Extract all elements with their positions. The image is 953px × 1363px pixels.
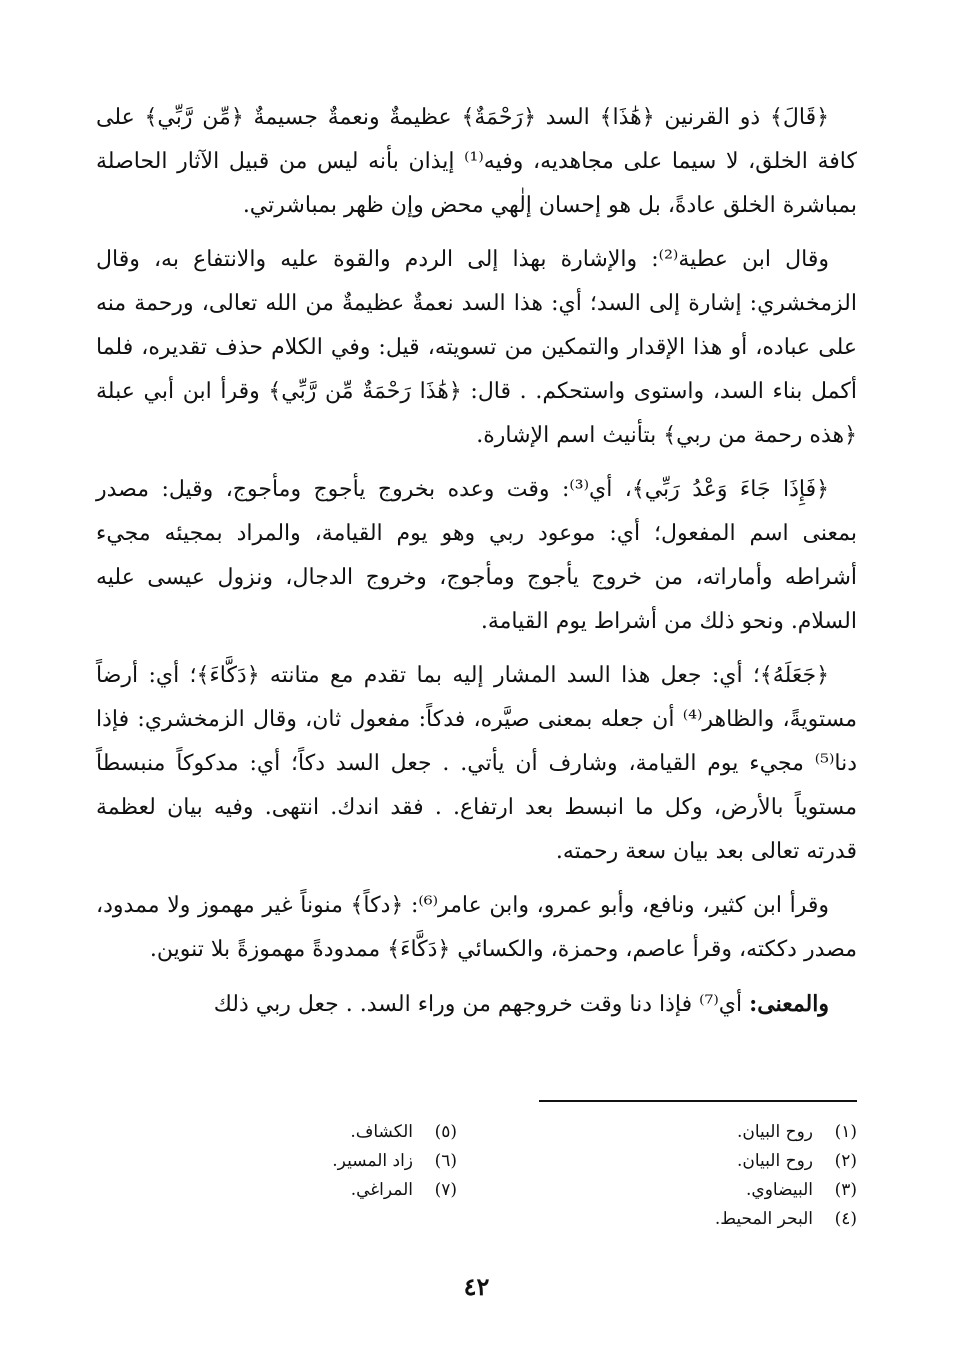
footnote-number: (٣) [834, 1180, 857, 1200]
paragraph [96, 884, 857, 972]
footnote-number: (٢) [834, 1151, 857, 1171]
footnote-text: البيضاوي. [745, 1180, 813, 1200]
footnote-separator [539, 1100, 857, 1102]
paragraph-text: ﴿فَإِذَا جَاءَ وَعْدُ رَبِّي﴾، أي⁽³⁾: وقت وعده بخروج يأجوج ومأجوج، وقيل: مصدر بمعنى اسم المفعول؛ أي: موعود ربي وهو يوم القيامة، والمراد بمجيئه مجيء أشراطه وأماراته، من خروج يأجوج ومأجوج، وخروج الدجال، ونزول عيسى عليه السلام. ونحو ذلك من أشراط يوم القيامة. [96, 477, 857, 634]
footnotes-column-right [537, 1118, 857, 1234]
paragraph-text: وقال ابن عطية⁽²⁾: والإشارة بهذا إلى الردم والقوة عليه والانتفاع به، وقال الزمخشري: إشارة إلى السد؛ أي: هذا السد نعمةٌ عظيمةٌ من الله تعالى، ورحمة منه على عباده، أو هذا الإقدار والتمكين من تسويته، قيل: وفي الكلام حذف تقديره، فلما أكمل بناء السد، واستوى واستحكم. . قال: ﴿هَٰذَا رَحْمَةٌ مِّن رَّبِّي﴾ وقرأ ابن أبي عبلة ﴿هذه رحمة من ربي﴾ بتأنيث اسم الإشارة. [96, 247, 857, 448]
footnote-text: روح البيان. [736, 1122, 813, 1142]
paragraph-text: ﴿قَالَ﴾ ذو القرنين ﴿هَٰذَا﴾ السد ﴿رَحْمَةٌ﴾ عظيمةٌ ونعمةٌ جسيمةٌ ﴿مِّن رَّبِّي﴾ على كافة الخلق، لا سيما على مجاهديه، وفيه⁽¹⁾ إيذان بأنه ليس من قبيل الآثار الحاصلة بمباشرة الخلق عادةً، بل هو إحسان إلٰهي محض وإن ظهر بمباشرتي. [96, 105, 857, 218]
footnote [537, 1147, 857, 1176]
page-number: ٤٢ [463, 1272, 490, 1301]
paragraph [96, 468, 857, 644]
footnote [537, 1118, 857, 1147]
footnote-number: (٥) [434, 1122, 457, 1142]
footnote [537, 1205, 857, 1234]
footnote-text: زاد المسير. [332, 1151, 413, 1171]
paragraph-text: وقرأ ابن كثير، ونافع، وأبو عمرو، وابن عامر⁽⁶⁾: ﴿دكاً﴾ منوناً غير مهموز ولا ممدود، مصدر دككته، وقرأ عاصم، وحمزة، والكسائي ﴿دَكَّاءَ﴾ ممدودةً مهموزةً بلا تنوين. [96, 893, 857, 962]
paragraph [96, 238, 857, 458]
footnote-text: البحر المحيط. [714, 1209, 813, 1229]
footnote [137, 1118, 457, 1147]
footnote-text: المراغي. [350, 1180, 413, 1200]
footnote-text: الكشاف. [350, 1122, 413, 1142]
paragraph-last [96, 982, 857, 1027]
footnote [537, 1176, 857, 1205]
footnote [137, 1147, 457, 1176]
footnotes-column-left [137, 1118, 457, 1205]
paragraph-text: أي⁽⁷⁾ فإذا دنا وقت خروجهم من وراء السد. . جعل ربي ذلك [213, 992, 743, 1017]
footnote-number: (٤) [834, 1209, 857, 1229]
footnote-text: روح البيان. [736, 1151, 813, 1171]
paragraph-text: ﴿جَعَلَهُ﴾؛ أي: جعل هذا السد المشار إليه بما تقدم مع متانته ﴿دَكَّاءَ﴾؛ أي: أرضاً مستويةً، والظاهر⁽⁴⁾ أن جعله بمعنى صيَّره، فدكاً: مفعول ثان، وقال الزمخشري: فإذا دنا⁽⁵⁾ مجيء يوم القيامة، وشارف أن يأتي. . جعل السد دكاً؛ أي: مدكوكاً منبسطاً مستوياً بالأرض، وكل ما انبسط بعد ارتفاع. . فقد اندك. انتهى. وفيه بيان لعظمة قدرته تعالى بعد بيان سعة رحمته. [96, 663, 857, 864]
footnotes [96, 1118, 857, 1258]
footnote-number: (١) [834, 1122, 857, 1142]
body-text [96, 96, 857, 1027]
footnote [137, 1176, 457, 1205]
paragraph [96, 654, 857, 874]
paragraph-lead: والمعنى: [749, 991, 829, 1017]
footnote-number: (٧) [434, 1180, 457, 1200]
footnote-number: (٦) [434, 1151, 457, 1171]
paragraph [96, 96, 857, 228]
